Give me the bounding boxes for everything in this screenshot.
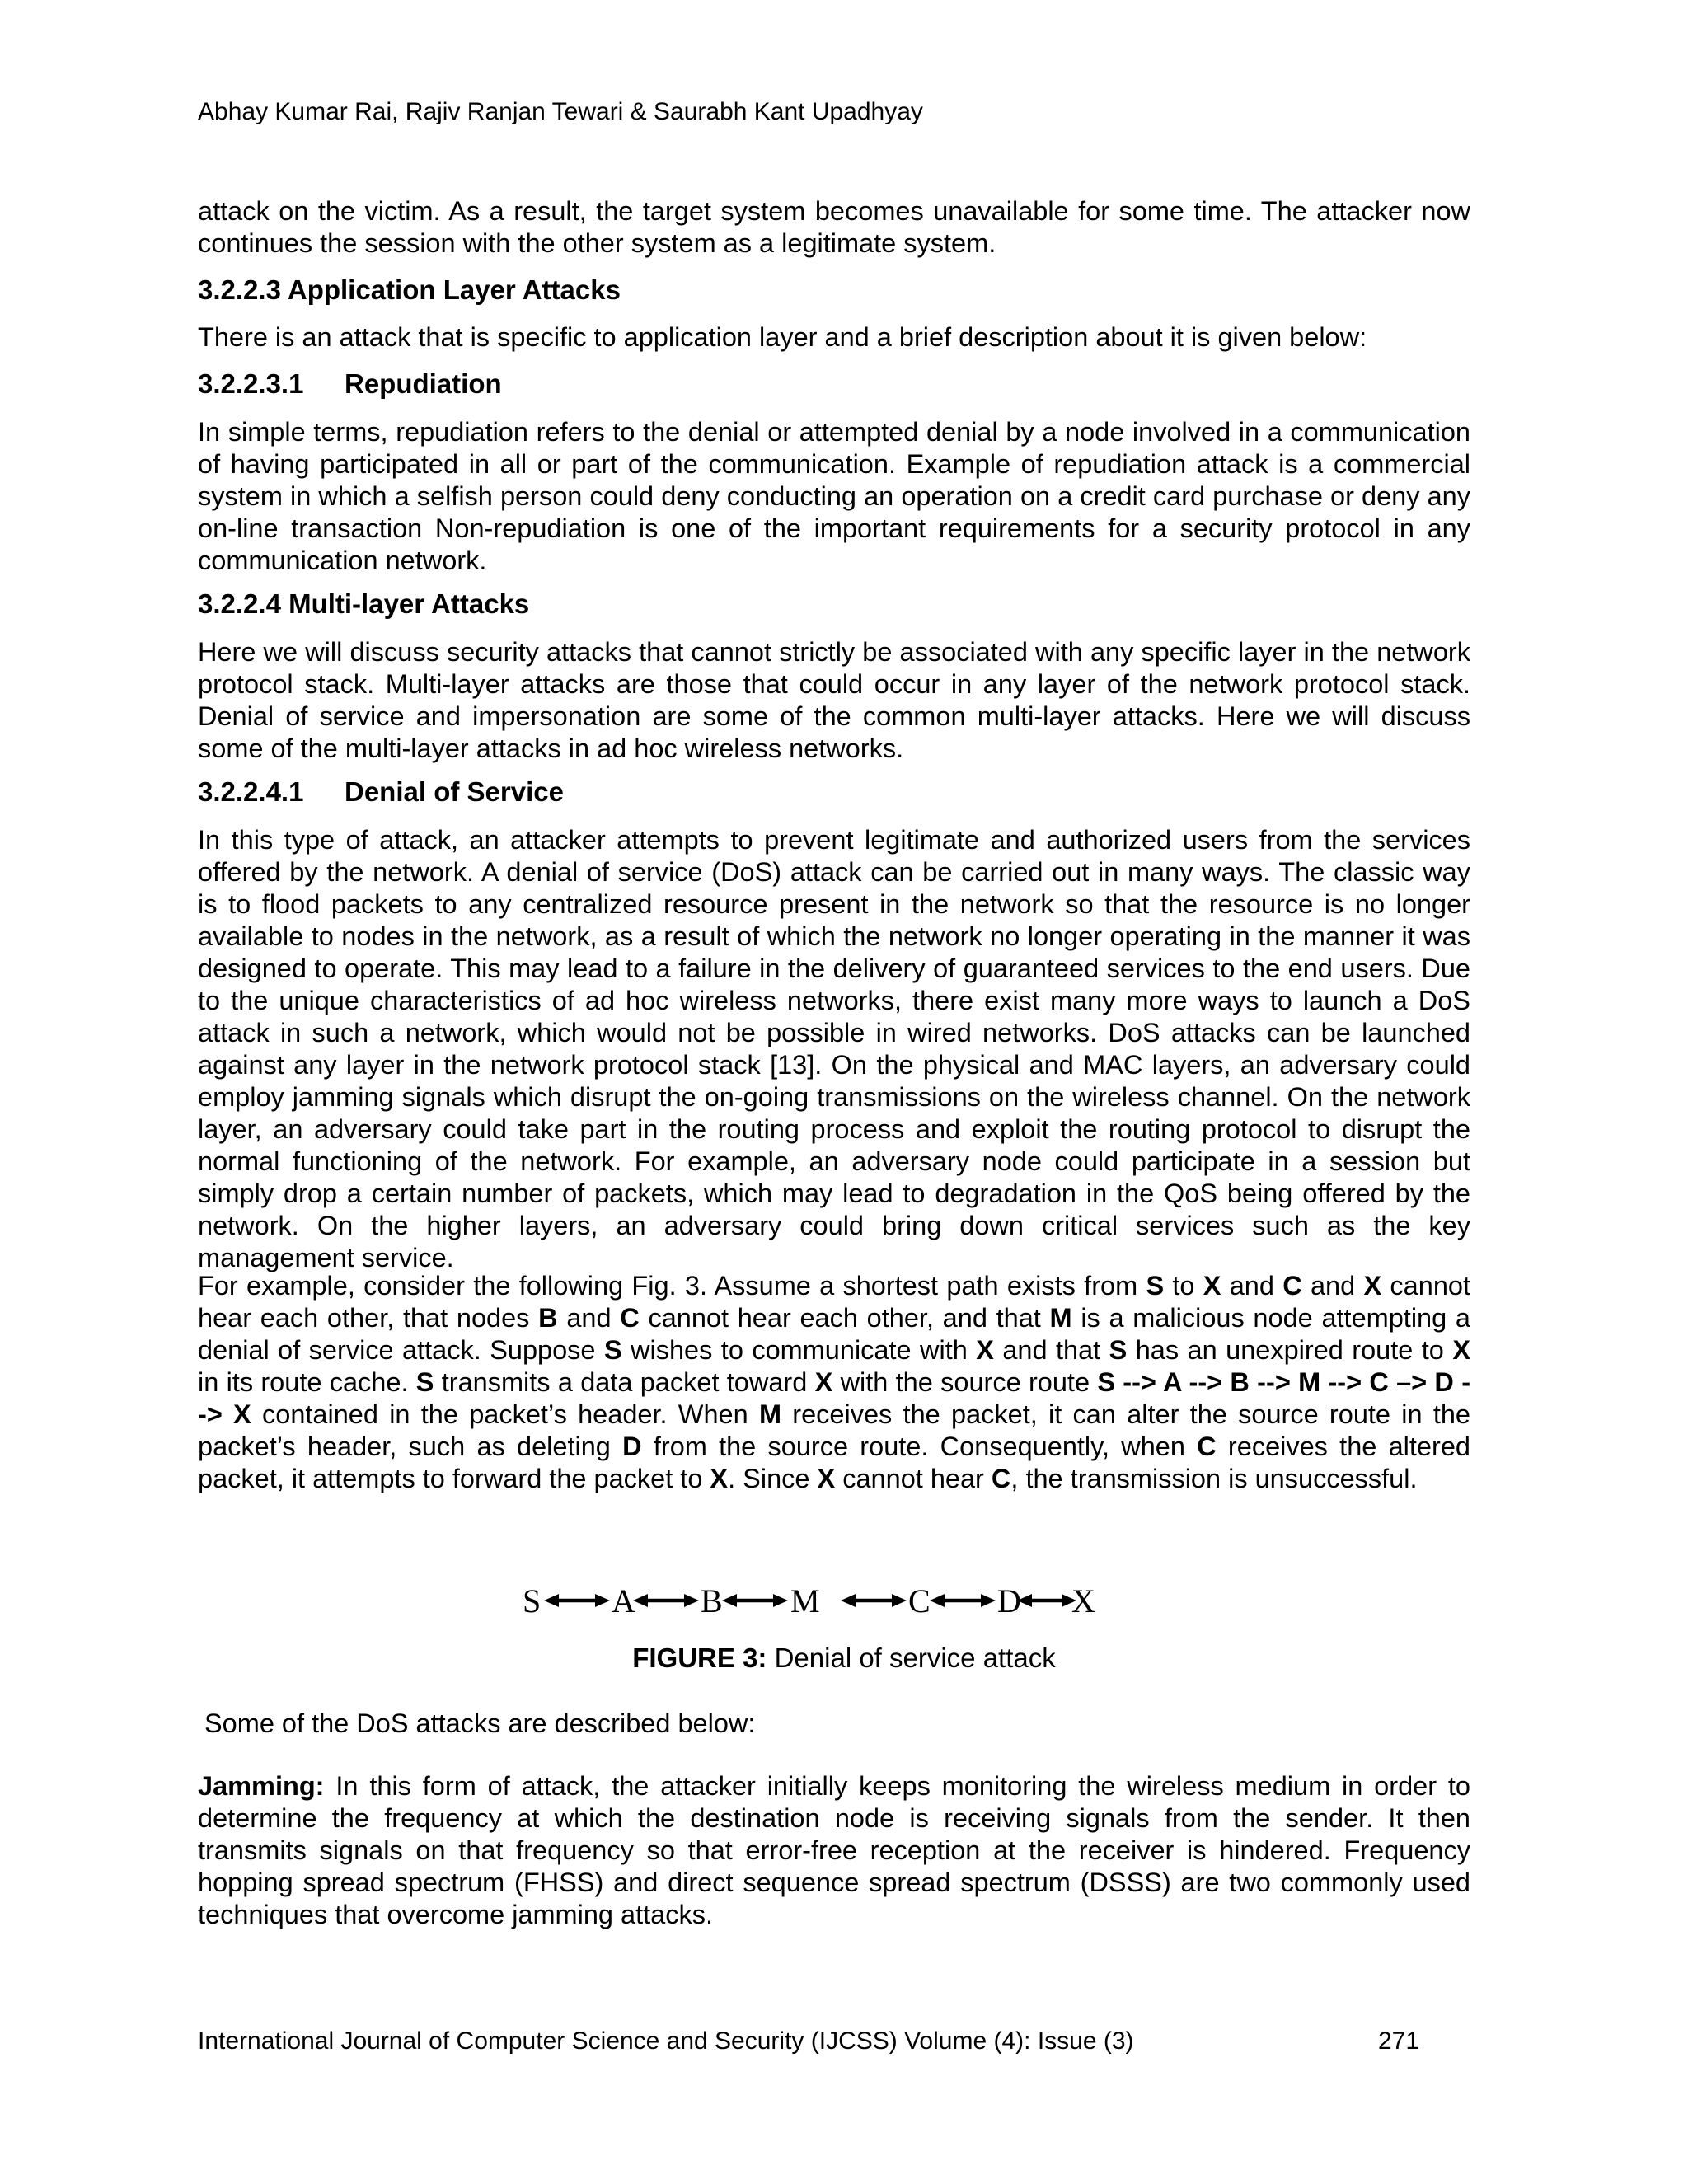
bold-run: C <box>1282 1271 1302 1301</box>
heading-number: 3.2.2.4.1 <box>198 776 304 807</box>
heading-multi-layer: 3.2.2.4 Multi-layer Attacks <box>198 588 530 619</box>
text-run: with the source route <box>832 1367 1098 1397</box>
text-run: , the transmission is unsuccessful. <box>1010 1464 1418 1493</box>
paragraph-multi-layer: Here we will discuss security attacks that cannot strictly be associated with any specific layer in the network protocol stack. Multi-layer attacks are those that could occur in any layer of the network protocol stack. Denial of service and impersonation are some of the common multi-layer attacks. Here we will discuss some of the multi-layer attacks in ad hoc wireless networks. <box>198 637 1470 763</box>
text-run: is a malicious node attempting a denial of service attack. Suppose <box>198 1303 1470 1365</box>
text-run: and <box>1301 1271 1364 1301</box>
bold-run: S --> A --> B --> M --> C –> D --> X <box>198 1367 1471 1429</box>
bold-run: X <box>1452 1335 1470 1365</box>
text-run: transmits a data packet toward <box>434 1367 815 1397</box>
text-run: For example, consider the following Fig. 3. Assume a shortest path exists from <box>198 1271 1146 1301</box>
paragraph-example <box>198 1270 1470 1495</box>
text-run: to <box>1164 1271 1203 1301</box>
paragraph-repudiation: In simple terms, repudiation refers to the denial or attempted denial by a node involved in a communication of having participated in all or part of the communication. Example of repudiation attack is a commercial system in which a selfish person could deny conducting an operation on a credit card purchase or deny any on-line transaction Non-repudiation is one of the important requirements for a security protocol in any communication network. <box>198 417 1470 575</box>
text-run: and <box>557 1303 621 1333</box>
route-arrow <box>1017 1594 1076 1607</box>
bold-run: S <box>1109 1335 1128 1365</box>
heading-application-layer: 3.2.2.3 Application Layer Attacks <box>198 274 621 305</box>
paragraph-dos-list-intro: Some of the DoS attacks are described below: <box>204 1708 756 1738</box>
route-arrow <box>544 1594 610 1607</box>
route-arrow <box>841 1594 907 1607</box>
node-s: S <box>523 1582 542 1619</box>
figure-caption <box>0 1642 1688 1675</box>
bold-run: M <box>758 1399 782 1429</box>
jamming-label: Jamming: <box>198 1771 325 1801</box>
text-run: from the source route. Consequently, when <box>641 1432 1198 1461</box>
footer-journal: International Journal of Computer Science and Security (IJCSS) Volume (4): Issue (3) <box>198 2027 1134 2055</box>
jamming-text: In this form of attack, the attacker initially keeps monitoring the wireless medium in order to determine the frequency at which the destination node is receiving signals from the sender. It then transmits signals on that frequency so that error-free reception at the receiver is hindered. Frequency hopping spread spectrum (FHSS) and direct sequence spread spectrum (DSSS) are two commonly used techniques that overcome jamming attacks. <box>198 1771 1470 1929</box>
text-run: cannot hear <box>835 1464 992 1493</box>
paragraph-intro: attack on the victim. As a result, the target system becomes unavailable for some time. The attacker now continues the session with the other system as a legitimate system. <box>198 196 1470 258</box>
paragraph-denial-of-service: In this type of attack, an attacker attempts to prevent legitimate and authorized users from the services offered by the network. A denial of service (DoS) attack can be carried out in many ways. The classic way is to flood packets to any centralized resource present in the network so that the resource is no longer available to nodes in the network, as a result of which the network no longer operating in the manner it was designed to operate. This may lead to a failure in the delivery of guaranteed services to the end users. Due to the unique characteristics of ad hoc wireless networks, there exist many more ways to launch a DoS attack in such a network, which would not be possible in wired networks. DoS attacks can be launched against any layer in the network protocol stack [13]. On the physical and MAC layers, an adversary could employ jamming signals which disrupt the on-going transmissions on the wireless channel. On the network layer, an adversary could take part in the routing process and exploit the routing protocol to disrupt the normal functioning of the network. For example, an adversary node could participate in a session but simply drop a certain number of packets, which may lead to degradation in the QoS being offered by the network. On the higher layers, an adversary could bring down critical services such as the key management service. <box>198 825 1470 1272</box>
caption-text: Denial of service attack <box>767 1643 1056 1673</box>
bold-run: S <box>603 1335 622 1365</box>
page-number: 271 <box>1378 2027 1420 2055</box>
bold-run: S <box>1146 1271 1165 1301</box>
bold-run: S <box>415 1367 434 1397</box>
text-run: receives the packet, it can alter the source route in the packet’s header, such as deleting <box>198 1399 1470 1461</box>
heading-denial-of-service <box>198 776 564 808</box>
node-x: X <box>1071 1582 1095 1619</box>
heading-title: Repudiation <box>345 368 502 399</box>
route-arrow <box>722 1594 788 1607</box>
bold-run: X <box>817 1464 836 1493</box>
running-header: Abhay Kumar Rai, Rajiv Ranjan Tewari & Saurabh Kant Upadhyay <box>198 98 923 125</box>
text-run: and <box>1221 1271 1283 1301</box>
text-run: cannot hear each other, and that <box>639 1303 1050 1333</box>
bold-run: X <box>1363 1271 1382 1301</box>
node-m: M <box>790 1582 820 1619</box>
text-run: and that <box>993 1335 1109 1365</box>
route-arrow <box>930 1594 996 1607</box>
text-run: wishes to communicate with <box>621 1335 977 1365</box>
bold-run: X <box>1203 1271 1221 1301</box>
text-run: has an unexpired route to <box>1127 1335 1453 1365</box>
bold-run: M <box>1049 1303 1072 1333</box>
heading-title: Denial of Service <box>345 776 564 807</box>
bold-run: C <box>1197 1432 1217 1461</box>
bold-run: C <box>991 1464 1011 1493</box>
route-arrow <box>633 1594 699 1607</box>
text-run: cannot hear each other, that nodes <box>198 1271 1470 1333</box>
node-a: A <box>612 1582 635 1619</box>
caption-label: FIGURE 3: <box>632 1643 767 1673</box>
node-c: C <box>908 1582 931 1619</box>
paragraph-jamming <box>198 1770 1470 1931</box>
route-diagram <box>519 1576 1146 1625</box>
heading-number: 3.2.2.3.1 <box>198 368 304 399</box>
bold-run: X <box>710 1464 729 1493</box>
heading-repudiation <box>198 368 502 401</box>
text-run: . Since <box>728 1464 818 1493</box>
paragraph-application-layer: There is an attack that is specific to application layer and a brief description about it is given below: <box>198 322 1367 352</box>
bold-run: C <box>620 1303 640 1333</box>
bold-run: X <box>814 1367 833 1397</box>
bold-run: X <box>976 1335 994 1365</box>
node-b: B <box>701 1582 723 1619</box>
node-d: D <box>997 1582 1021 1619</box>
text-run: in its route cache. <box>198 1367 416 1397</box>
text-run: contained in the packet’s header. When <box>251 1399 759 1429</box>
bold-run: D <box>622 1432 642 1461</box>
text-run: receives the altered packet, it attempts to forward the packet to <box>198 1432 1470 1493</box>
bold-run: B <box>538 1303 558 1333</box>
